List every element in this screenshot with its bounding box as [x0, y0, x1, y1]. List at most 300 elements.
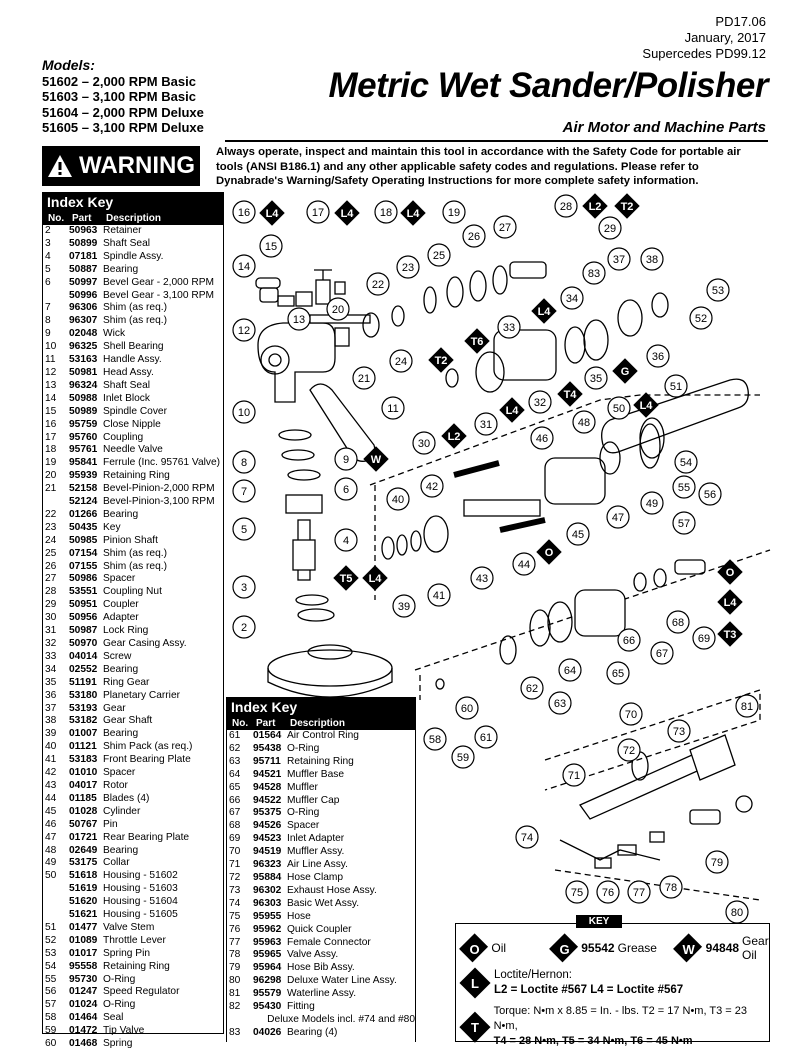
row-desc: Screw [103, 650, 132, 662]
row-no: 7 [45, 302, 51, 314]
row-no: 82 [229, 1001, 241, 1013]
callout-13 [288, 308, 310, 330]
row-no: 45 [45, 805, 57, 817]
svg-text:G: G [620, 366, 630, 378]
callout-60 [456, 697, 478, 719]
row-part: 95438 [253, 742, 282, 754]
row-no: 24 [45, 534, 57, 546]
row-desc: Hose [287, 910, 311, 922]
doc-supersedes: Supercedes PD99.12 [642, 46, 766, 61]
key-box [455, 923, 770, 1047]
models-heading: Models: [42, 57, 95, 73]
row-part: 01247 [69, 986, 98, 998]
row-desc: Speed Regulator [103, 986, 180, 998]
row-no: 68 [229, 820, 241, 832]
col-no: No. [48, 213, 65, 224]
row-desc: Shim (as req.) [103, 315, 167, 327]
page-subtitle: Air Motor and Machine Parts [562, 119, 766, 136]
row-desc: Lock Ring [103, 625, 149, 637]
row-desc: Planetary Carrier [103, 689, 180, 701]
row-desc: O-Ring [103, 999, 136, 1011]
callout-9 [335, 448, 357, 470]
callout-5 [233, 518, 255, 540]
row-part: 95939 [69, 470, 98, 482]
warning-label: WARNING [79, 152, 195, 179]
callout-51 [665, 375, 687, 397]
model-item: 51604 – 2,000 RPM Deluxe [42, 104, 204, 120]
callout-34 [561, 287, 583, 309]
key-row-torque [464, 1004, 769, 1049]
key-gear-oil: Gear Oil [742, 934, 769, 962]
row-part: 94528 [253, 781, 282, 793]
row-desc: Collar [103, 857, 130, 869]
row-part: 51620 [69, 896, 98, 908]
row-desc: Ferrule (Inc. 95761 Valve) [103, 457, 221, 469]
callout-58 [424, 728, 446, 750]
row-desc: Bevel Gear - 2,000 RPM [103, 276, 214, 288]
row-no: 63 [229, 755, 241, 767]
row-part: 01089 [69, 934, 98, 946]
row-desc: Rear Bearing Plate [103, 831, 190, 843]
row-part: 53180 [69, 689, 98, 701]
callout-24 [390, 350, 412, 372]
svg-text:7: 7 [240, 486, 248, 498]
row-no: 33 [45, 650, 57, 662]
svg-text:19: 19 [447, 207, 461, 219]
svg-text:8: 8 [240, 457, 248, 469]
row-desc: Fitting [287, 1001, 315, 1013]
callout-48 [573, 411, 595, 433]
row-no: 41 [45, 754, 57, 766]
callout-54 [675, 451, 697, 473]
row-no: 31 [45, 625, 57, 637]
row-part: 51191 [69, 676, 97, 688]
row-no: 59 [45, 1025, 57, 1037]
row-part: 01721 [69, 831, 98, 843]
callout-20 [327, 298, 349, 320]
row-part: 96325 [69, 341, 98, 353]
row-no: 60 [45, 1038, 57, 1050]
row-no: 58 [45, 1012, 57, 1024]
row-part: 07154 [69, 547, 98, 559]
svg-text:L4: L4 [505, 405, 519, 417]
row-part: 95841 [69, 457, 98, 469]
row-desc: Bearing [103, 263, 139, 275]
callout-36 [647, 345, 669, 367]
svg-text:T6: T6 [470, 336, 484, 348]
callout-55 [673, 476, 695, 498]
row-desc: Coupler [103, 599, 139, 611]
row-part: 50899 [69, 237, 98, 249]
callout-81 [736, 695, 758, 717]
svg-text:53: 53 [711, 285, 725, 297]
row-part: 53182 [69, 715, 98, 727]
row-part: 50956 [69, 612, 98, 624]
row-part: 04017 [69, 779, 98, 791]
row-desc: Shell Bearing [103, 341, 164, 353]
row-no: 55 [45, 973, 57, 985]
svg-text:6: 6 [342, 484, 350, 496]
callout-66 [618, 629, 640, 651]
callout-7 [233, 480, 255, 502]
svg-text:76: 76 [601, 887, 615, 899]
loctite-symbol-icon: L [459, 967, 490, 998]
row-part: 51619 [69, 883, 98, 895]
svg-text:35: 35 [589, 373, 603, 385]
row-no: 61 [229, 730, 241, 741]
svg-text:18: 18 [379, 207, 393, 219]
row-no: 47 [45, 831, 57, 843]
callout-74 [516, 826, 538, 848]
callout-42 [421, 475, 443, 497]
row-no: 34 [45, 663, 57, 675]
row-part: 95761 [69, 444, 98, 456]
row-desc: Spacer [103, 767, 136, 779]
row-no: 6 [45, 276, 51, 288]
row-desc: Hose Clamp [287, 871, 344, 883]
callout-12 [233, 319, 255, 341]
svg-text:50: 50 [612, 403, 626, 415]
row-desc: Pinion Shaft [103, 534, 158, 546]
row-part: 95760 [69, 431, 98, 443]
row-desc: Air Control Ring [287, 730, 359, 741]
svg-text:36: 36 [651, 351, 665, 363]
callout-39 [393, 595, 415, 617]
symbol-l4-icon [499, 397, 524, 422]
gear-oil-symbol-icon: W [673, 933, 702, 962]
svg-text:T2: T2 [434, 355, 448, 367]
row-desc: Spacer [103, 573, 136, 585]
callout-49 [641, 492, 663, 514]
svg-text:58: 58 [428, 734, 442, 746]
row-part: 96323 [253, 859, 282, 871]
svg-text:17: 17 [311, 207, 325, 219]
row-part: 50767 [69, 818, 98, 830]
warning-text: Always operate, inspect and maintain this tool in accordance with the Safety Code for portable air tools (ANSI B186.1) and any other applicable safety codes and regulations. Please refer to Dynabrade's Warning/Safety Operating Instructions for more complete safety information. [216, 146, 741, 187]
callout-40 [387, 488, 409, 510]
row-no: 83 [229, 1026, 241, 1038]
callout-14 [233, 255, 255, 277]
svg-text:55: 55 [677, 482, 691, 494]
row-no: 39 [45, 728, 57, 740]
row-part: 02649 [69, 844, 98, 856]
callout-10 [233, 401, 255, 423]
row-desc: Housing - 51603 [103, 883, 178, 895]
row-part: 96306 [69, 302, 98, 314]
row-no: 40 [45, 741, 57, 753]
svg-text:73: 73 [672, 726, 686, 738]
row-desc: Coupling Nut [103, 586, 162, 598]
callout-71 [563, 764, 585, 786]
row-part: 94522 [253, 794, 282, 806]
key-grease-part: 95542 [581, 941, 615, 955]
row-part: 01468 [69, 1038, 98, 1050]
row-desc: Exhaust Hose Assy. [287, 884, 377, 896]
callout-38 [641, 248, 663, 270]
row-desc: Key [103, 521, 121, 533]
torque-line-2: T4 = 28 N•m, T5 = 34 N•m, T6 = 45 N•m [493, 1035, 693, 1047]
row-part: 50963 [69, 225, 98, 236]
row-no: 66 [229, 794, 241, 806]
svg-text:59: 59 [456, 752, 470, 764]
callout-29 [599, 217, 621, 239]
row-desc: Quick Coupler [287, 923, 352, 935]
row-no: 46 [45, 818, 57, 830]
row-desc: Seal [103, 1012, 124, 1024]
row-desc: Inlet Adapter [287, 833, 345, 845]
callout-79 [706, 851, 728, 873]
svg-text:23: 23 [401, 262, 415, 274]
callout-8 [233, 451, 255, 473]
row-part: 02048 [69, 328, 98, 340]
callout-70 [620, 703, 642, 725]
callout-17 [307, 201, 329, 223]
callout-2 [233, 616, 255, 638]
row-desc: Front Bearing Plate [103, 754, 191, 766]
callout-68 [667, 611, 689, 633]
row-desc: Muffler [287, 781, 318, 793]
row-part: 94519 [253, 846, 282, 858]
svg-text:74: 74 [520, 832, 534, 844]
row-desc: Bearing [103, 728, 139, 740]
row-desc: Ring Gear [103, 676, 150, 688]
index-key-title-2: Index Key [227, 698, 415, 718]
row-part: 04026 [253, 1026, 282, 1038]
callout-63 [549, 692, 571, 714]
svg-text:70: 70 [624, 709, 638, 721]
row-part: 01564 [253, 730, 282, 741]
callout-15 [260, 235, 282, 257]
row-no: 72 [229, 871, 241, 883]
symbol-l4-icon [531, 298, 556, 323]
row-part: 01028 [69, 805, 98, 817]
svg-text:L4: L4 [537, 306, 551, 318]
row-desc: Shim (as req.) [103, 547, 167, 559]
svg-text:O: O [544, 547, 554, 559]
row-no: 22 [45, 508, 57, 520]
callout-41 [428, 584, 450, 606]
oil-symbol-icon: O [459, 933, 488, 962]
row-no: 78 [229, 949, 241, 961]
torque-line-1: Torque: N•m x 8.85 = In. - lbs. T2 = 17 N•m, T3 = 23 N•m, [493, 1005, 747, 1032]
row-part: 50951 [69, 599, 98, 611]
col-desc: Description [106, 213, 162, 224]
svg-text:80: 80 [730, 907, 744, 919]
model-item: 51602 – 2,000 RPM Basic [42, 73, 196, 89]
callout-23 [397, 256, 419, 278]
row-part: 01121 [69, 741, 97, 753]
callout-19 [443, 201, 465, 223]
row-part: 95759 [69, 418, 98, 430]
callout-11 [382, 397, 404, 419]
symbol-t2-icon [614, 193, 639, 218]
row-part: 95963 [253, 936, 282, 948]
svg-text:40: 40 [391, 494, 405, 506]
row-part: 50986 [69, 573, 98, 585]
svg-text:O: O [725, 567, 735, 579]
svg-text:79: 79 [710, 857, 724, 869]
row-no: 42 [45, 767, 57, 779]
symbol-t4-icon [557, 381, 582, 406]
row-no: 74 [229, 897, 241, 909]
row-no: 10 [45, 341, 57, 353]
svg-text:46: 46 [535, 433, 549, 445]
callout-77 [628, 881, 650, 903]
svg-text:11: 11 [387, 403, 399, 415]
svg-text:66: 66 [622, 635, 636, 647]
callout-62 [521, 677, 543, 699]
row-desc: Deluxe Models incl. #74 and #80 [267, 1013, 415, 1025]
row-part: 95430 [253, 1001, 282, 1013]
callout-80 [726, 901, 748, 923]
svg-text:14: 14 [237, 261, 251, 273]
row-no: 23 [45, 521, 57, 533]
symbol-t3-icon [717, 621, 742, 646]
row-part: 01017 [69, 947, 98, 959]
row-part: 01024 [69, 999, 98, 1011]
callout-31 [475, 413, 497, 435]
callout-52 [690, 307, 712, 329]
svg-text:L4: L4 [723, 597, 737, 609]
callout-75 [566, 881, 588, 903]
callout-43 [471, 567, 493, 589]
row-no: 3 [45, 237, 51, 249]
row-no: 16 [45, 418, 57, 430]
svg-text:72: 72 [622, 745, 636, 757]
svg-text:10: 10 [237, 407, 251, 419]
row-desc: Rotor [103, 779, 128, 791]
callout-6 [335, 478, 357, 500]
callout-53 [707, 279, 729, 301]
row-no: 18 [45, 444, 57, 456]
callout-61 [475, 726, 497, 748]
row-part: 53183 [69, 754, 98, 766]
symbol-t5-icon [333, 565, 358, 590]
key-gear-oil-part: 94848 [705, 941, 740, 955]
row-desc: Inlet Block [103, 392, 150, 404]
svg-text:45: 45 [571, 529, 585, 541]
row-part: 50985 [69, 534, 98, 546]
svg-text:L4: L4 [639, 400, 653, 412]
row-no: 51 [45, 921, 57, 933]
callout-50 [608, 397, 630, 419]
row-no: 77 [229, 936, 241, 948]
svg-text:78: 78 [664, 882, 678, 894]
row-part: 94526 [253, 820, 282, 832]
row-desc: Housing - 51604 [103, 896, 178, 908]
row-no: 79 [229, 962, 241, 974]
row-part: 95558 [69, 960, 98, 972]
row-part: 50997 [69, 276, 98, 288]
svg-text:27: 27 [498, 222, 512, 234]
row-desc: Cylinder [103, 805, 141, 817]
index-key-title: Index Key [43, 193, 223, 213]
svg-text:L4: L4 [368, 573, 382, 585]
row-desc: Deluxe Water Line Assy. [287, 975, 397, 987]
row-desc: Shim (as req.) [103, 560, 167, 572]
row-part: 53193 [69, 702, 98, 714]
row-desc: Adapter [103, 612, 139, 624]
callout-47 [607, 506, 629, 528]
row-part: 51621 [69, 909, 98, 921]
row-no: 81 [229, 988, 241, 1000]
svg-text:L2: L2 [588, 201, 602, 213]
model-item: 51603 – 3,100 RPM Basic [42, 89, 196, 104]
row-desc: Basic Wet Assy. [287, 897, 360, 909]
row-desc: Bearing (4) [287, 1026, 338, 1038]
svg-text:62: 62 [525, 683, 539, 695]
row-part: 94521 [253, 768, 282, 780]
row-part: 95711 [253, 755, 281, 767]
svg-text:3: 3 [240, 582, 248, 594]
callout-16 [233, 201, 255, 223]
row-desc: Bevel Gear - 3,100 RPM [103, 289, 214, 301]
symbol-o-icon [536, 539, 561, 564]
row-part: 50435 [69, 521, 98, 533]
row-no: 17 [45, 431, 57, 443]
row-part: 01007 [69, 728, 98, 740]
row-no: 73 [229, 884, 241, 896]
svg-text:60: 60 [460, 703, 474, 715]
row-part: 50981 [69, 366, 98, 378]
row-desc: Bearing [103, 663, 139, 675]
callout-69 [693, 627, 715, 649]
svg-text:57: 57 [677, 518, 691, 530]
svg-text:34: 34 [565, 293, 579, 305]
row-no: 12 [45, 366, 57, 378]
row-no: 67 [229, 807, 241, 819]
torque-symbol-icon: T [459, 1011, 490, 1042]
svg-text:29: 29 [603, 223, 617, 235]
row-no: 80 [229, 975, 241, 987]
callout-37 [608, 248, 630, 270]
col-no: No. [232, 718, 249, 729]
callout-33 [498, 316, 520, 338]
svg-text:69: 69 [697, 633, 711, 645]
row-desc: Retaining Ring [103, 960, 170, 972]
row-part: 95730 [69, 973, 98, 985]
svg-text:83: 83 [587, 268, 601, 280]
callout-72 [618, 739, 640, 761]
callout-76 [597, 881, 619, 903]
row-no: 25 [45, 547, 57, 559]
row-no: 14 [45, 392, 57, 404]
row-no: 56 [45, 986, 57, 998]
row-desc: Retaining Ring [103, 470, 170, 482]
row-no: 2 [45, 225, 51, 236]
svg-text:25: 25 [432, 250, 446, 262]
key-row-loctite [464, 968, 683, 998]
svg-text:W: W [370, 454, 382, 466]
row-desc: Spring Pin [103, 947, 151, 959]
row-part: 04014 [69, 650, 98, 662]
row-part: 51618 [69, 870, 98, 882]
row-part: 95965 [253, 949, 282, 961]
svg-text:41: 41 [432, 590, 446, 602]
symbol-l4-icon [362, 565, 387, 590]
row-desc: Hose Bib Assy. [287, 962, 355, 974]
symbol-o-icon [717, 559, 742, 584]
symbol-l4-icon [259, 200, 284, 225]
row-part: 95884 [253, 871, 282, 883]
svg-text:64: 64 [563, 665, 577, 677]
svg-text:49: 49 [645, 498, 659, 510]
svg-text:26: 26 [467, 231, 481, 243]
model-item: 51605 – 3,100 RPM Deluxe [42, 120, 204, 135]
row-part: 95964 [253, 962, 282, 974]
row-no: 5 [45, 263, 51, 275]
diagram-drawing [256, 262, 770, 900]
